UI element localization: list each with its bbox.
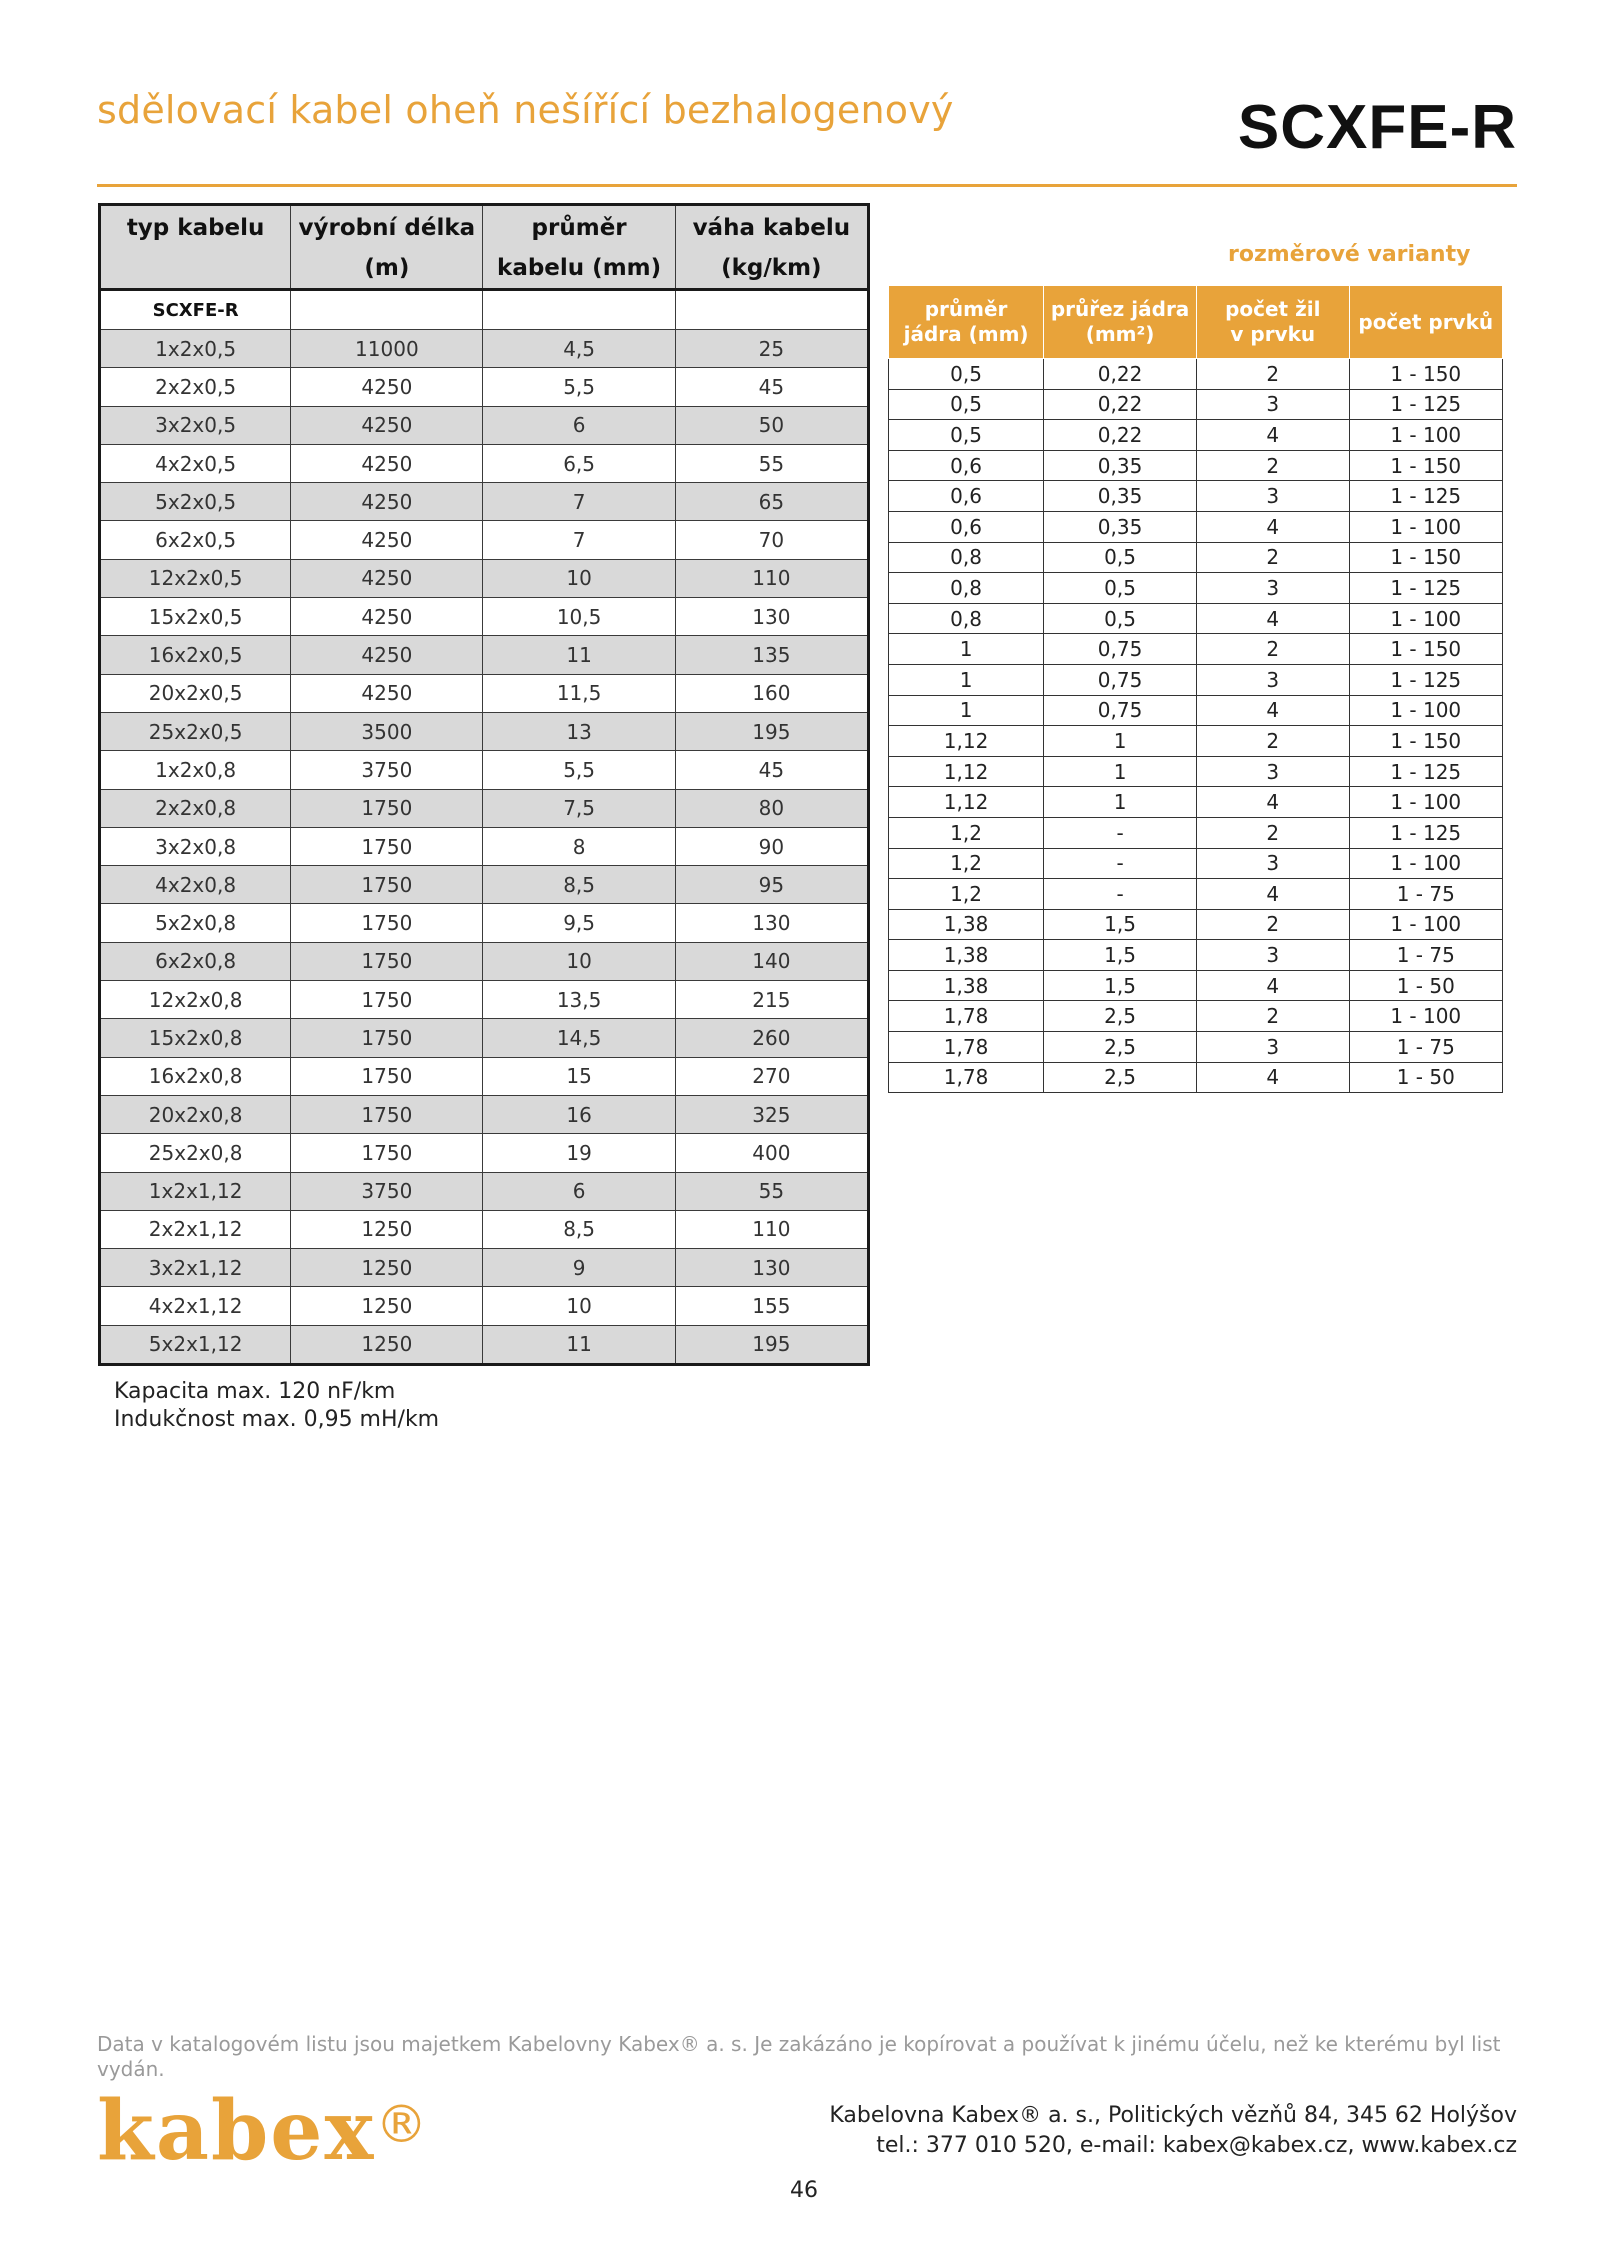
table-row [100,559,869,597]
table-cell: 135 [675,636,868,674]
variant-cell: - [1044,817,1197,848]
address-line: Kabelovna Kabex® a. s., Politických vězňů 84, 345 62 Holýšov [829,2103,1517,2128]
company-address [829,2101,1517,2161]
variant-cell: 1 - 100 [1349,1001,1502,1032]
table-cell: 7 [483,521,675,559]
table-cell: 110 [675,559,868,597]
variant-cell: 1,38 [889,940,1044,971]
table-cell: 6 [483,406,675,444]
variant-cell: 1 - 125 [1349,664,1502,695]
variant-row [889,634,1503,665]
table-cell: 160 [675,674,868,712]
variant-cell: 1,12 [889,756,1044,787]
table-cell: 4250 [291,674,483,712]
table-row [100,330,869,368]
col-header-length: výrobní délka (m) [291,205,483,290]
variant-cell: 2,5 [1044,1001,1197,1032]
empty-cell [675,290,868,330]
table-cell: 1250 [291,1249,483,1287]
variant-cell: 4 [1197,603,1350,634]
variant-cell: 1 - 100 [1349,909,1502,940]
table-cell: 45 [675,368,868,406]
table-cell: 4x2x0,8 [100,866,291,904]
variant-cell: 3 [1197,389,1350,420]
copyright-disclaimer: Data v katalogovém listu jsou majetkem Kabelovny Kabex® a. s. Je zakázáno je kopírovat a používat k jinému účelu, než ke kterému byl list vydán. [97,2032,1501,2081]
variant-cell: 1 [1044,787,1197,818]
table-cell: 4250 [291,406,483,444]
variant-row [889,848,1503,879]
table-cell: 3x2x1,12 [100,1249,291,1287]
table-row [100,674,869,712]
variant-cell: 1 - 50 [1349,1062,1502,1093]
variant-cell: 1 - 150 [1349,450,1502,481]
table-cell: 1750 [291,827,483,865]
table-cell: 25x2x0,5 [100,712,291,750]
variant-cell: 0,5 [889,359,1044,390]
table-row [100,598,869,636]
capacitance-note: Kapacita max. 120 nF/km [114,1379,396,1404]
table-cell: 4250 [291,521,483,559]
variant-cell: 2,5 [1044,1032,1197,1063]
variant-cell: 0,22 [1044,389,1197,420]
variant-cell: 0,8 [889,542,1044,573]
table-cell: 1x2x0,5 [100,330,291,368]
variant-cell: 0,75 [1044,695,1197,726]
table-cell: 1250 [291,1325,483,1364]
table-cell: 6,5 [483,444,675,482]
cable-types-table [98,203,870,1366]
variant-cell: - [1044,848,1197,879]
variant-cell: 0,5 [889,420,1044,451]
table-cell: 3x2x0,5 [100,406,291,444]
variant-row [889,1001,1503,1032]
table-cell: 12x2x0,8 [100,981,291,1019]
variant-cell: 1 [889,664,1044,695]
table-cell: 1750 [291,1057,483,1095]
variant-row [889,909,1503,940]
variant-cell: 2 [1197,450,1350,481]
variant-cell: 0,75 [1044,664,1197,695]
variant-row [889,603,1503,634]
table-row [100,1210,869,1248]
table-row [100,636,869,674]
variant-cell: 3 [1197,664,1350,695]
table-cell: 4250 [291,444,483,482]
variant-cell: 1,2 [889,879,1044,910]
table-cell: 1750 [291,1019,483,1057]
table-cell: 16 [483,1095,675,1133]
table-cell: 15x2x0,8 [100,1019,291,1057]
variant-row [889,695,1503,726]
contact-line: tel.: 377 010 520, e-mail: kabex@kabex.cz, www.kabex.cz [876,2133,1517,2158]
variant-cell: 0,5 [1044,573,1197,604]
table-cell: 2x2x1,12 [100,1210,291,1248]
variant-cell: 1,2 [889,817,1044,848]
table-row [100,1019,869,1057]
variant-cell: 2 [1197,634,1350,665]
variant-row [889,389,1503,420]
table-cell: 270 [675,1057,868,1095]
table-cell: 1250 [291,1287,483,1325]
table-cell: 13,5 [483,981,675,1019]
col-header-diameter: průměr kabelu (mm) [483,205,675,290]
table-cell: 5x2x0,5 [100,483,291,521]
variants-title: rozměrové varianty [1228,242,1471,267]
variant-cell: 4 [1197,420,1350,451]
variant-cell: 2 [1197,542,1350,573]
variant-row [889,573,1503,604]
variant-cell: 1 [1044,726,1197,757]
table-cell: 55 [675,444,868,482]
table-row [100,712,869,750]
table-cell: 14,5 [483,1019,675,1057]
table-row [100,751,869,789]
empty-cell [291,290,483,330]
page-number: 46 [790,2178,818,2203]
table-cell: 140 [675,942,868,980]
table-cell: 10 [483,559,675,597]
variant-cell: 1 - 75 [1349,879,1502,910]
table-cell: 260 [675,1019,868,1057]
variant-cell: 0,35 [1044,481,1197,512]
inductance-note: Indukčnost max. 0,95 mH/km [114,1407,440,1432]
variant-cell: 2 [1197,817,1350,848]
variant-cell: 1,5 [1044,909,1197,940]
variant-row [889,664,1503,695]
table-cell: 3750 [291,1172,483,1210]
variant-cell: 1 - 100 [1349,420,1502,451]
empty-cell [483,290,675,330]
table-row [100,1249,869,1287]
variant-cell: 3 [1197,940,1350,971]
variant-cell: 1 - 150 [1349,542,1502,573]
variant-cell: 0,6 [889,481,1044,512]
variant-cell: 1 - 50 [1349,970,1502,1001]
variant-cell: 0,5 [1044,542,1197,573]
variant-cell: 1 - 125 [1349,389,1502,420]
table-cell: 10 [483,942,675,980]
table-cell: 4250 [291,636,483,674]
variant-cell: 1 [889,695,1044,726]
table-row [100,406,869,444]
table-cell: 3500 [291,712,483,750]
table-cell: 4250 [291,483,483,521]
col-header-weight: váha kabelu (kg/km) [675,205,868,290]
variant-cell: 1,38 [889,970,1044,1001]
variant-row [889,481,1503,512]
table-cell: 8,5 [483,1210,675,1248]
table-cell: 3x2x0,8 [100,827,291,865]
table-row [100,1325,869,1364]
variant-cell: 3 [1197,573,1350,604]
variant-cell: 1 - 75 [1349,1032,1502,1063]
table-row [100,1057,869,1095]
variant-row [889,511,1503,542]
variant-row [889,450,1503,481]
variant-cell: 1 [889,634,1044,665]
variant-cell: 0,35 [1044,511,1197,542]
col-header-element-count: počet prvků [1349,286,1502,359]
kabex-logo: kabex® [97,2083,430,2179]
table-cell: 10,5 [483,598,675,636]
variant-row [889,1062,1503,1093]
variant-cell: 0,35 [1044,450,1197,481]
table-cell: 5,5 [483,751,675,789]
table-row [100,942,869,980]
variant-cell: 0,8 [889,573,1044,604]
table-cell: 4250 [291,598,483,636]
table-cell: 215 [675,981,868,1019]
table-header-row [100,205,869,290]
table-row [100,1095,869,1133]
table-row [100,444,869,482]
table-cell: 11000 [291,330,483,368]
electrical-notes [114,1378,439,1434]
table-row [100,368,869,406]
variant-row [889,817,1503,848]
table-cell: 9 [483,1249,675,1287]
table-cell: 6x2x0,5 [100,521,291,559]
variants-header-row [889,286,1503,359]
variant-cell: 4 [1197,970,1350,1001]
table-cell: 55 [675,1172,868,1210]
variant-row [889,970,1503,1001]
variant-cell: 1 - 150 [1349,634,1502,665]
table-cell: 3750 [291,751,483,789]
table-cell: 12x2x0,5 [100,559,291,597]
table-cell: 20x2x0,8 [100,1095,291,1133]
registered-mark: ® [375,2095,430,2155]
table-cell: 2x2x0,5 [100,368,291,406]
variant-cell: 2 [1197,726,1350,757]
table-cell: 20x2x0,5 [100,674,291,712]
table-row [100,827,869,865]
document-subtitle: sdělovací kabel oheň nešířící bezhalogenový [97,88,954,132]
table-cell: 6 [483,1172,675,1210]
variant-cell: 1,78 [889,1001,1044,1032]
variant-cell: 1 - 125 [1349,817,1502,848]
variant-cell: 0,5 [889,389,1044,420]
variant-row [889,879,1503,910]
table-cell: 7 [483,483,675,521]
table-cell: 16x2x0,5 [100,636,291,674]
table-cell: 1750 [291,1095,483,1133]
variant-cell: 1 - 150 [1349,359,1502,390]
table-cell: 195 [675,712,868,750]
table-cell: 11 [483,636,675,674]
table-row [100,904,869,942]
variant-cell: 0,22 [1044,359,1197,390]
variant-cell: 3 [1197,848,1350,879]
table-cell: 130 [675,904,868,942]
table-cell: 1250 [291,1210,483,1248]
table-cell: 70 [675,521,868,559]
table-cell: 2x2x0,8 [100,789,291,827]
variant-cell: 1,12 [889,787,1044,818]
variant-cell: 1 - 150 [1349,726,1502,757]
table-row [100,1134,869,1172]
table-cell: 1750 [291,1134,483,1172]
table-row [100,981,869,1019]
variant-row [889,940,1503,971]
variant-cell: 1 - 125 [1349,481,1502,512]
variant-cell: 4 [1197,695,1350,726]
table-cell: 1x2x1,12 [100,1172,291,1210]
variant-cell: 0,6 [889,511,1044,542]
variant-row [889,787,1503,818]
col-header-wires-per-element: počet žil v prvku [1197,286,1350,359]
variant-cell: 1,78 [889,1032,1044,1063]
table-cell: 1750 [291,981,483,1019]
variant-cell: 1,5 [1044,940,1197,971]
variant-cell: 1,38 [889,909,1044,940]
variant-cell: 0,6 [889,450,1044,481]
variant-cell: 4 [1197,511,1350,542]
table-cell: 25 [675,330,868,368]
variant-cell: 1 - 100 [1349,603,1502,634]
variant-cell: 4 [1197,1062,1350,1093]
variant-row [889,420,1503,451]
variant-cell: 2 [1197,909,1350,940]
variant-cell: 1 - 125 [1349,573,1502,604]
variant-cell: 3 [1197,481,1350,512]
variant-row [889,756,1503,787]
table-cell: 130 [675,598,868,636]
variant-cell: 1 - 100 [1349,787,1502,818]
variant-row [889,726,1503,757]
variant-cell: 2,5 [1044,1062,1197,1093]
variant-cell: 1 - 100 [1349,848,1502,879]
variant-cell: 4 [1197,879,1350,910]
table-cell: 15 [483,1057,675,1095]
variant-cell: 1,5 [1044,970,1197,1001]
table-cell: 7,5 [483,789,675,827]
group-label: SCXFE-R [100,290,291,330]
col-header-type: typ kabelu [100,205,291,290]
table-cell: 25x2x0,8 [100,1134,291,1172]
table-cell: 90 [675,827,868,865]
table-row [100,1172,869,1210]
table-cell: 1750 [291,904,483,942]
table-cell: 1x2x0,8 [100,751,291,789]
table-cell: 4250 [291,368,483,406]
table-cell: 5x2x1,12 [100,1325,291,1364]
table-row [100,521,869,559]
variant-cell: 1 - 100 [1349,695,1502,726]
table-cell: 1750 [291,789,483,827]
table-cell: 8,5 [483,866,675,904]
table-cell: 19 [483,1134,675,1172]
variant-cell: 4 [1197,787,1350,818]
table-cell: 4250 [291,559,483,597]
table-cell: 11,5 [483,674,675,712]
variant-cell: 1 [1044,756,1197,787]
variant-cell: 2 [1197,359,1350,390]
table-row [100,866,869,904]
table-cell: 95 [675,866,868,904]
header-divider [97,184,1517,187]
variant-cell: 1,78 [889,1062,1044,1093]
variant-cell: 1 - 125 [1349,756,1502,787]
size-variants-table [888,285,1503,1093]
table-cell: 13 [483,712,675,750]
variant-row [889,1032,1503,1063]
table-cell: 195 [675,1325,868,1364]
variant-cell: 1,2 [889,848,1044,879]
table-cell: 45 [675,751,868,789]
table-cell: 6x2x0,8 [100,942,291,980]
variant-cell: 0,5 [1044,603,1197,634]
table-cell: 110 [675,1210,868,1248]
table-cell: 15x2x0,5 [100,598,291,636]
table-cell: 5,5 [483,368,675,406]
table-cell: 8 [483,827,675,865]
table-cell: 4,5 [483,330,675,368]
col-header-core-cross-section: průřez jádra (mm²) [1044,286,1197,359]
variant-row [889,359,1503,390]
variant-cell: - [1044,879,1197,910]
variant-cell: 3 [1197,756,1350,787]
variant-cell: 0,22 [1044,420,1197,451]
variant-cell: 0,75 [1044,634,1197,665]
variant-cell: 1,12 [889,726,1044,757]
table-cell: 155 [675,1287,868,1325]
table-cell: 80 [675,789,868,827]
table-cell: 1750 [291,942,483,980]
table-cell: 9,5 [483,904,675,942]
table-row [100,789,869,827]
table-row [100,1287,869,1325]
variant-cell: 1 - 75 [1349,940,1502,971]
table-cell: 130 [675,1249,868,1287]
variant-cell: 3 [1197,1032,1350,1063]
variant-row [889,542,1503,573]
table-cell: 50 [675,406,868,444]
table-cell: 325 [675,1095,868,1133]
table-cell: 4x2x1,12 [100,1287,291,1325]
table-cell: 1750 [291,866,483,904]
variant-cell: 2 [1197,1001,1350,1032]
table-cell: 16x2x0,8 [100,1057,291,1095]
group-row [100,290,869,330]
col-header-core-diameter: průměr jádra (mm) [889,286,1044,359]
variant-cell: 0,8 [889,603,1044,634]
table-cell: 400 [675,1134,868,1172]
table-cell: 10 [483,1287,675,1325]
table-cell: 4x2x0,5 [100,444,291,482]
variant-cell: 1 - 100 [1349,511,1502,542]
product-code: SCXFE-R [1237,93,1517,162]
table-cell: 5x2x0,8 [100,904,291,942]
table-row [100,483,869,521]
table-cell: 11 [483,1325,675,1364]
table-cell: 65 [675,483,868,521]
